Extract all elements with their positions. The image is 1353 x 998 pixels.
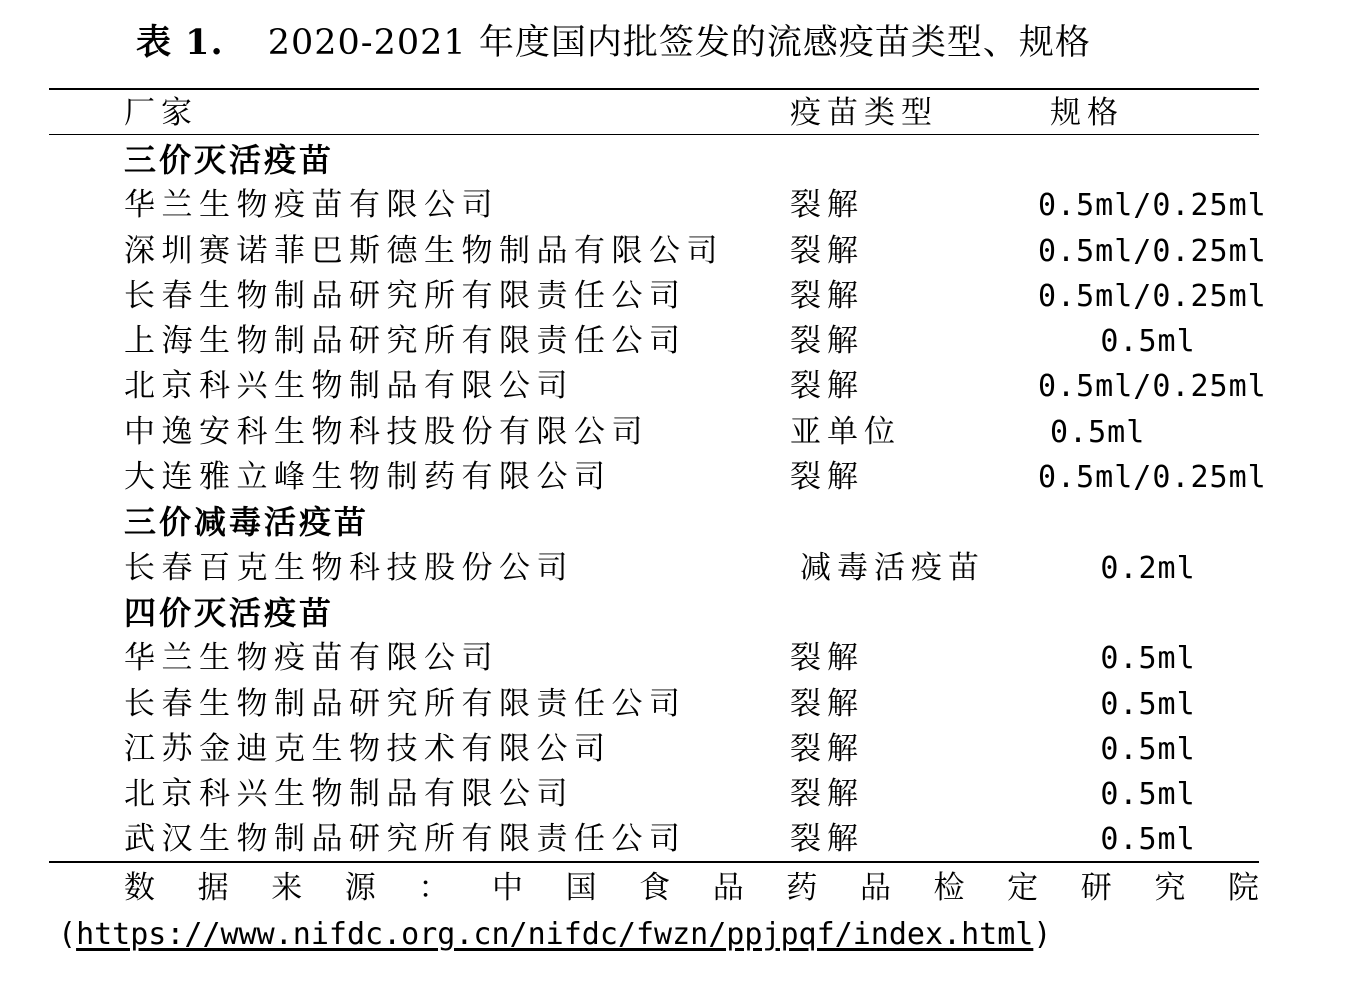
manufacturer-cell: 深圳赛诺菲巴斯德生物制品有限公司 [124,232,724,269]
spec-cell: 0.5ml [1100,822,1196,858]
group-title: 三价灭活疫苗 [124,141,335,179]
vaccine-type-cell: 裂解 [790,821,864,858]
header-manufacturer: 厂家 [124,95,198,131]
table-row [0,546,1353,591]
spec-cell: 0.5ml [1100,731,1196,767]
header-spec: 规格 [1050,95,1124,131]
open-paren: ( [58,917,77,952]
spec-cell: 0.5ml [1050,414,1146,450]
vaccine-type-cell: 裂解 [790,187,864,224]
manufacturer-cell: 长春百克生物科技股份公司 [124,549,574,586]
manufacturer-cell: 上海生物制品研究所有限责任公司 [124,323,687,360]
spec-cell: 0.5ml [1100,641,1196,677]
header-vaccine-type: 疫苗类型 [790,95,938,131]
table-top-rule [49,88,1259,90]
spec-cell: 0.5ml [1100,686,1196,722]
source-char: 研 [1080,870,1112,906]
spec-cell: 0.5ml/0.25ml [1038,233,1267,269]
data-source-link[interactable]: https://www.nifdc.org.cn/nifdc/fwzn/ppjpqf/index.html [76,917,1034,952]
table-row [0,364,1353,409]
table-row [0,772,1353,817]
manufacturer-cell: 中逸安科生物科技股份有限公司 [124,413,649,450]
source-char: 源 [344,870,376,906]
data-source-url-line [58,913,1051,957]
source-char: 国 [565,870,597,906]
spec-cell: 0.5ml [1100,777,1196,813]
spec-cell: 0.5ml [1100,324,1196,360]
group-title: 四价灭活疫苗 [124,593,335,632]
vaccine-type-cell: 裂解 [790,323,864,360]
table-row [0,682,1353,727]
source-char: 数 [124,870,155,906]
table-row [0,636,1353,681]
source-char: 品 [859,870,891,906]
table-row [0,183,1353,228]
spec-cell: 0.5ml/0.25ml [1038,369,1267,405]
vaccine-type-cell: 裂解 [790,685,864,722]
vaccine-type-cell: 裂解 [790,776,864,813]
source-char: 定 [1007,870,1039,906]
table-row [0,319,1353,364]
table-body [0,138,1353,863]
source-char: 药 [786,870,818,906]
manufacturer-cell: 北京科兴生物制品有限公司 [124,368,574,405]
manufacturer-cell: 华兰生物疫苗有限公司 [124,640,499,677]
vaccine-type-cell: 减毒活疫苗 [800,549,985,586]
table-row [0,274,1353,319]
group-row [0,591,1353,636]
spec-cell: 0.2ml [1100,550,1196,586]
vaccine-type-cell: 裂解 [790,459,864,496]
manufacturer-cell: 江苏金迪克生物技术有限公司 [124,730,612,767]
vaccine-type-cell: 亚单位 [790,413,901,450]
source-char: 食 [639,870,671,906]
close-paren: ) [1033,917,1052,952]
manufacturer-cell: 长春生物制品研究所有限责任公司 [124,277,687,314]
vaccine-type-cell: 裂解 [790,368,864,405]
manufacturer-cell: 武汉生物制品研究所有限责任公司 [124,821,687,858]
vaccine-type-cell: 裂解 [790,730,864,767]
group-row [0,500,1353,545]
manufacturer-cell: 大连雅立峰生物制药有限公司 [124,459,612,496]
table-row [0,229,1353,274]
spec-cell: 0.5ml/0.25ml [1038,460,1267,496]
table-row [0,455,1353,500]
vaccine-type-cell: 裂解 [790,277,864,314]
caption-title: 2020-2021 年度国内批签发的流感疫苗类型、规格 [267,23,1091,63]
group-title: 三价减毒活疫苗 [124,503,370,542]
source-char: 据 [197,870,229,906]
manufacturer-cell: 北京科兴生物制品有限公司 [124,776,574,813]
data-source-note [124,866,1259,910]
data-source-text [124,866,1259,910]
manufacturer-cell: 华兰生物疫苗有限公司 [124,187,499,224]
vaccine-type-cell: 裂解 [790,640,864,677]
spec-cell: 0.5ml/0.25ml [1038,188,1267,224]
source-char: 中 [491,870,523,906]
source-char: ： [418,870,450,906]
caption-label: 表 1. [136,22,224,63]
table-row [0,410,1353,455]
table-caption [136,18,1091,68]
source-char: 来 [271,870,303,906]
source-char: 院 [1227,870,1259,906]
group-row [0,138,1353,183]
spec-cell: 0.5ml/0.25ml [1038,278,1267,314]
table-header-rule [49,134,1259,135]
source-char: 究 [1154,870,1186,906]
table-row [0,817,1353,862]
source-char: 品 [712,870,744,906]
vaccine-type-cell: 裂解 [790,232,864,269]
manufacturer-cell: 长春生物制品研究所有限责任公司 [124,685,687,722]
table-row [0,727,1353,772]
source-char: 检 [933,870,965,906]
